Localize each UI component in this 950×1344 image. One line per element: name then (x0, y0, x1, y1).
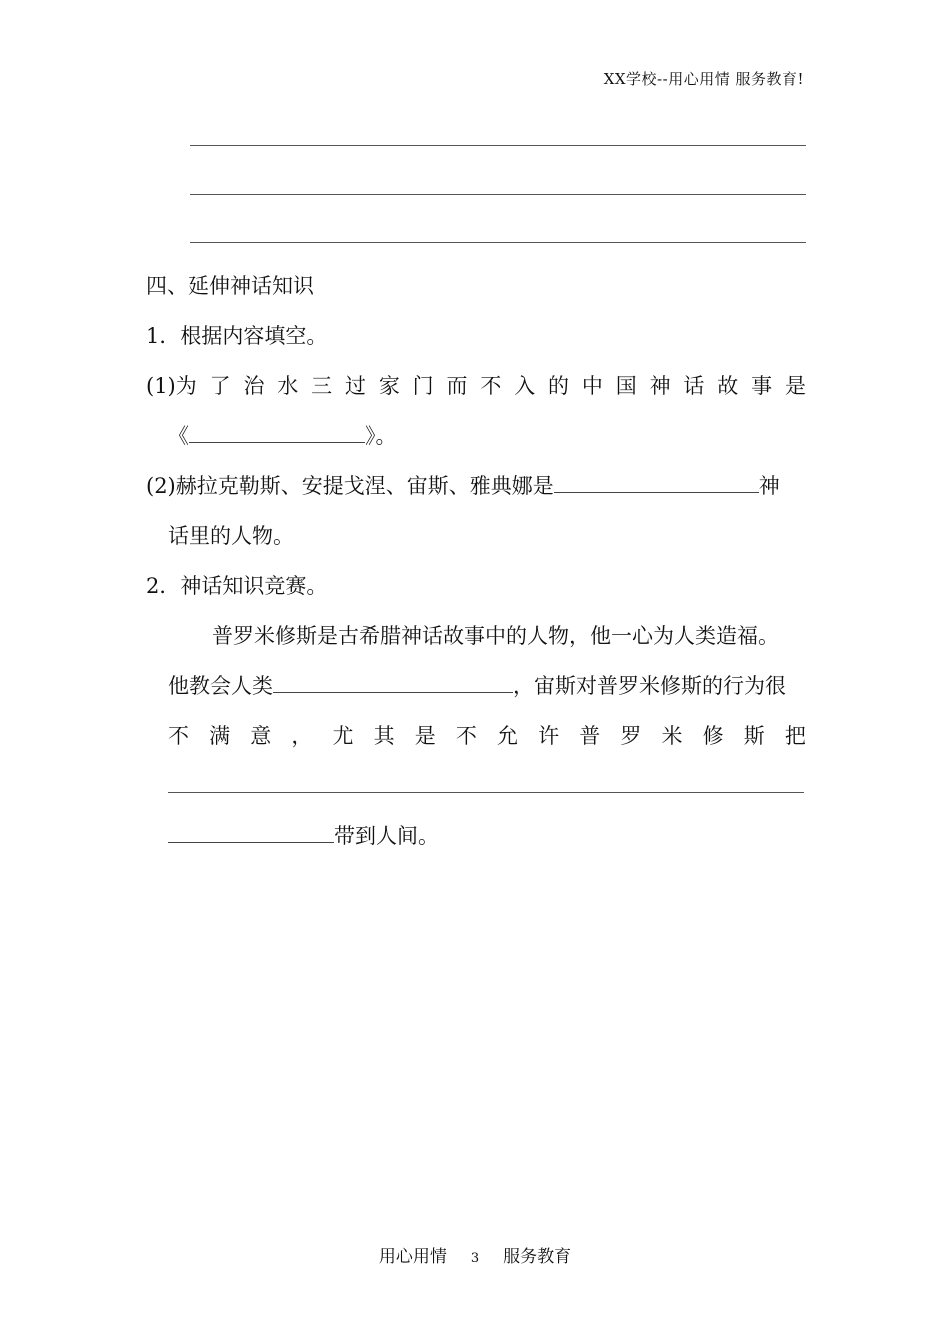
question-1-item-1 (146, 372, 806, 400)
question-1-item-1-answer (168, 422, 397, 450)
spread-char: (1)为 (146, 374, 197, 398)
question-2-paragraph-line-5 (168, 822, 439, 850)
question-2-label: 2．神话知识竞赛。 (146, 574, 328, 598)
spread-char: 故 (717, 374, 739, 398)
spread-char: 事 (751, 374, 773, 398)
footer-left: 用心用情 (378, 1247, 447, 1267)
spread-char: 是 (414, 724, 436, 748)
question-2-paragraph-line-3 (168, 722, 806, 750)
question-1-item-2-end: 神 (758, 474, 780, 498)
book-title-close: 》。 (365, 424, 397, 448)
spread-char: 家 (378, 374, 400, 398)
spread-char: 允 (497, 724, 518, 748)
spread-char: 而 (446, 374, 468, 398)
spread-char: ， (291, 724, 313, 748)
section-title: 四、延伸神话知识 (146, 274, 314, 298)
spread-char: 不 (480, 374, 502, 398)
spread-char: 许 (538, 724, 560, 748)
answer-line[interactable] (168, 792, 804, 793)
spread-char: 斯 (743, 724, 765, 748)
spread-char: 其 (373, 724, 395, 748)
spread-char: 是 (784, 374, 806, 398)
spread-char: 把 (784, 724, 806, 748)
spread-char: 门 (412, 374, 434, 398)
paragraph-text: 他教会人类 (168, 674, 273, 698)
page-header: XX学校--用心用情 服务教育! (603, 70, 804, 88)
spread-char: 的 (548, 374, 570, 398)
spread-char: 话 (683, 374, 705, 398)
answer-blank[interactable] (189, 422, 365, 443)
answer-blank[interactable] (554, 472, 759, 493)
answer-blank[interactable] (168, 822, 334, 843)
answer-line[interactable] (190, 145, 806, 146)
spread-char: 尤 (332, 724, 354, 748)
spread-char: 入 (514, 374, 536, 398)
page-number: 3 (470, 1251, 480, 1266)
spread-char: 水 (277, 374, 299, 398)
spread-char: 普 (579, 724, 601, 748)
footer-right: 服务教育 (503, 1247, 572, 1267)
spread-char: 了 (209, 374, 231, 398)
spread-char: 神 (649, 374, 671, 398)
question-2-paragraph-line-1: 普罗米修斯是古希腊神话故事中的人物，他一心为人类造福。 (212, 624, 779, 648)
book-title-open: 《 (168, 424, 189, 448)
answer-line[interactable] (190, 242, 806, 243)
spread-char: 不 (455, 724, 477, 748)
spread-char: 国 (615, 374, 637, 398)
paragraph-text: 带到人间。 (334, 824, 439, 848)
spread-char: 不 (168, 724, 189, 748)
spread-char: 修 (702, 724, 724, 748)
question-1-item-2 (146, 472, 780, 500)
paragraph-text: ，宙斯对普罗米修斯的行为很 (513, 674, 786, 698)
question-1-label: 1．根据内容填空。 (146, 324, 328, 348)
spread-char: 治 (243, 374, 265, 398)
spread-char: 意 (250, 724, 272, 748)
spread-char: 中 (581, 374, 603, 398)
spread-char: 满 (209, 724, 231, 748)
question-1-item-2-text: (2)赫拉克勒斯、安提戈涅、宙斯、雅典娜是 (146, 474, 554, 498)
question-1-item-2-continued: 话里的人物。 (168, 524, 294, 548)
spread-char: 过 (344, 374, 366, 398)
spread-char: 三 (311, 374, 333, 398)
page-footer (0, 1242, 950, 1267)
answer-blank[interactable] (273, 672, 513, 693)
spread-char: 米 (661, 724, 683, 748)
question-2-paragraph-line-2 (168, 672, 786, 700)
answer-line[interactable] (190, 194, 806, 195)
spread-char: 罗 (620, 724, 642, 748)
